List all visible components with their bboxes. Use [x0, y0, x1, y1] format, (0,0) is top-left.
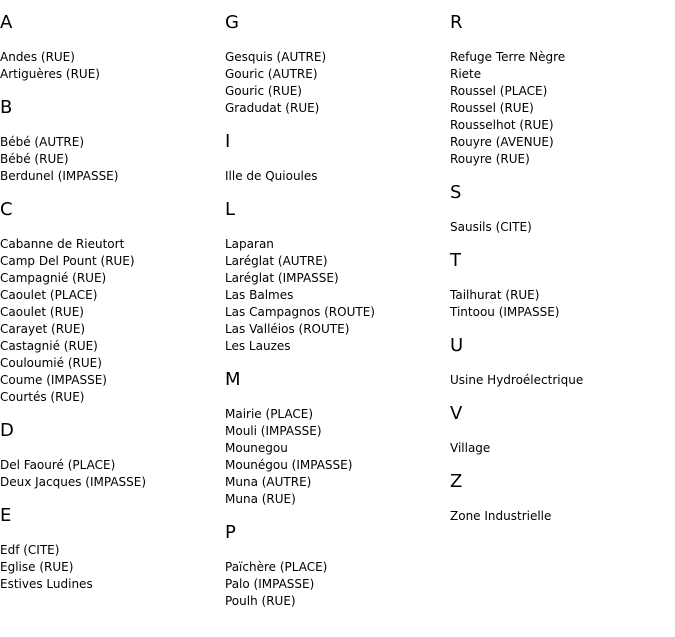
letter-section	[450, 12, 670, 168]
street-link[interactable]: Gesquis (AUTRE)	[225, 50, 327, 64]
street-link[interactable]: Mairie (PLACE)	[225, 407, 314, 421]
street-link[interactable]: Tailhurat (RUE)	[450, 288, 540, 302]
letter-section	[225, 369, 445, 508]
street-link[interactable]: Bébé (RUE)	[0, 152, 69, 166]
street-link[interactable]: Bébé (AUTRE)	[0, 135, 85, 149]
street-link[interactable]: Las Valléios (ROUTE)	[225, 322, 350, 336]
letter-section	[450, 471, 670, 525]
column-2	[225, 12, 445, 624]
street-link[interactable]: Laparan	[225, 237, 274, 251]
letter-section	[0, 505, 220, 593]
letter-section	[0, 12, 220, 83]
street-link[interactable]: Cabanne de Rieutort	[0, 237, 125, 251]
street-link[interactable]: Caoulet (RUE)	[0, 305, 84, 319]
letter-section	[225, 522, 445, 610]
street-list	[225, 559, 445, 610]
street-link[interactable]: Usine Hydroélectrique	[450, 373, 584, 387]
street-list	[0, 457, 220, 491]
street-link[interactable]: Rousselhot (RUE)	[450, 118, 554, 132]
column-3	[450, 12, 670, 539]
letter-section	[225, 12, 445, 117]
street-link[interactable]: Muna (AUTRE)	[225, 475, 312, 489]
street-list	[450, 440, 670, 457]
letter-section	[450, 335, 670, 389]
street-list	[450, 219, 670, 236]
street-link[interactable]: Caoulet (PLACE)	[0, 288, 98, 302]
street-link[interactable]: Gradudat (RUE)	[225, 101, 320, 115]
street-list	[450, 49, 670, 168]
street-list	[0, 134, 220, 185]
street-list	[225, 236, 445, 355]
street-link[interactable]: Couloumié (RUE)	[0, 356, 102, 370]
letter-section	[0, 420, 220, 491]
street-link[interactable]: Carayet (RUE)	[0, 322, 86, 336]
street-list	[0, 542, 220, 593]
street-list	[225, 168, 445, 185]
letter-heading: M	[225, 369, 241, 390]
street-list	[0, 236, 220, 406]
street-link[interactable]: Mouli (IMPASSE)	[225, 424, 322, 438]
street-link[interactable]: Las Balmes	[225, 288, 294, 302]
street-link[interactable]: Coume (IMPASSE)	[0, 373, 107, 387]
letter-heading: T	[450, 250, 461, 271]
street-link[interactable]: Artiguères (RUE)	[0, 67, 100, 81]
letter-heading: G	[225, 12, 239, 33]
street-list	[450, 508, 670, 525]
letter-section	[450, 250, 670, 321]
street-link[interactable]: Les Lauzes	[225, 339, 291, 353]
street-link[interactable]: Mounegou	[225, 441, 288, 455]
street-link[interactable]: Roussel (PLACE)	[450, 84, 548, 98]
street-link[interactable]: Village	[450, 441, 491, 455]
street-link[interactable]: Rouyre (AVENUE)	[450, 135, 554, 149]
street-list	[225, 406, 445, 508]
street-link[interactable]: Tintoou (IMPASSE)	[450, 305, 560, 319]
column-1	[0, 12, 220, 607]
letter-heading: A	[0, 12, 13, 33]
street-link[interactable]: Andes (RUE)	[0, 50, 75, 64]
letter-heading: U	[450, 335, 464, 356]
letter-heading: P	[225, 522, 236, 543]
street-list	[0, 49, 220, 83]
street-link[interactable]: Mounégou (IMPASSE)	[225, 458, 353, 472]
street-link[interactable]: Ille de Quioules	[225, 169, 318, 183]
letter-section	[225, 199, 445, 355]
street-link[interactable]: Estives Ludines	[0, 577, 93, 591]
letter-heading: D	[0, 420, 14, 441]
letter-heading: E	[0, 505, 12, 526]
street-link[interactable]: Camp Del Pount (RUE)	[0, 254, 135, 268]
street-link[interactable]: Del Faouré (PLACE)	[0, 458, 116, 472]
street-list	[450, 287, 670, 321]
letter-heading: B	[0, 97, 13, 118]
street-link[interactable]: Roussel (RUE)	[450, 101, 534, 115]
letter-heading: R	[450, 12, 463, 33]
letter-heading: Z	[450, 471, 463, 492]
street-link[interactable]: Poulh (RUE)	[225, 594, 296, 608]
street-link[interactable]: Gouric (RUE)	[225, 84, 302, 98]
street-link[interactable]: Païchère (PLACE)	[225, 560, 328, 574]
street-link[interactable]: Las Campagnos (ROUTE)	[225, 305, 375, 319]
letter-section	[0, 199, 220, 406]
street-link[interactable]: Edf (CITE)	[0, 543, 60, 557]
street-link[interactable]: Palo (IMPASSE)	[225, 577, 315, 591]
street-list	[450, 372, 670, 389]
street-link[interactable]: Laréglat (IMPASSE)	[225, 271, 339, 285]
street-link[interactable]: Deux Jacques (IMPASSE)	[0, 475, 147, 489]
letter-section	[225, 131, 445, 185]
street-link[interactable]: Campagnié (RUE)	[0, 271, 107, 285]
letter-heading: S	[450, 182, 462, 203]
street-link[interactable]: Zone Industrielle	[450, 509, 552, 523]
letter-heading: C	[0, 199, 13, 220]
letter-section	[0, 97, 220, 185]
street-link[interactable]: Castagnié (RUE)	[0, 339, 98, 353]
street-link[interactable]: Riete	[450, 67, 482, 81]
street-link[interactable]: Berdunel (IMPASSE)	[0, 169, 119, 183]
street-link[interactable]: Refuge Terre Nègre	[450, 50, 566, 64]
letter-heading: V	[450, 403, 463, 424]
street-link[interactable]: Rouyre (RUE)	[450, 152, 530, 166]
street-link[interactable]: Laréglat (AUTRE)	[225, 254, 328, 268]
letter-heading: I	[225, 131, 231, 152]
street-link[interactable]: Muna (RUE)	[225, 492, 296, 506]
letter-section	[450, 403, 670, 457]
street-link[interactable]: Sausils (CITE)	[450, 220, 532, 234]
street-link[interactable]: Courtés (RUE)	[0, 390, 85, 404]
street-link[interactable]: Gouric (AUTRE)	[225, 67, 318, 81]
street-list	[225, 49, 445, 117]
letter-heading: L	[225, 199, 236, 220]
letter-section	[450, 182, 670, 236]
street-link[interactable]: Eglise (RUE)	[0, 560, 74, 574]
